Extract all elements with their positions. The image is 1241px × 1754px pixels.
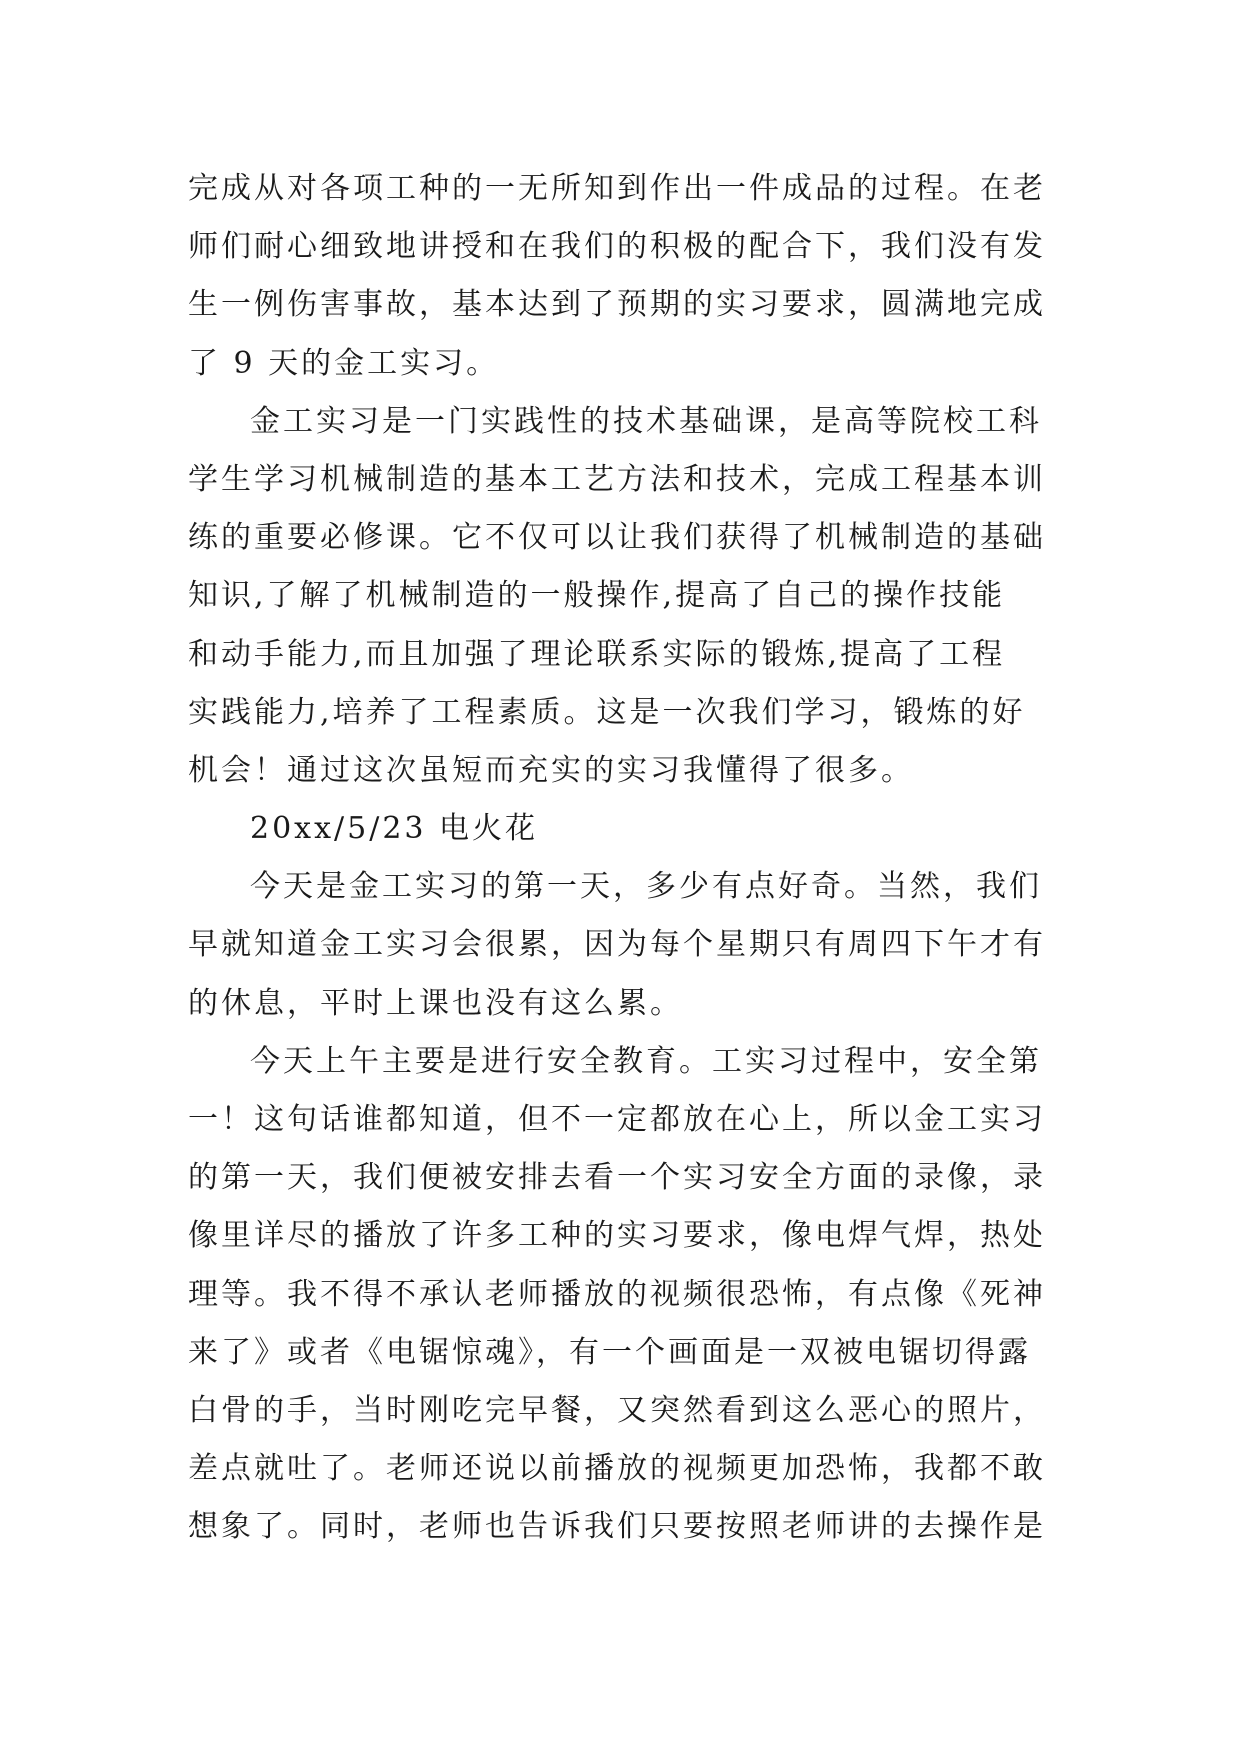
- paragraph-3: [188, 858, 1058, 1033]
- text-line: 练的重要必修课。它不仅可以让我们获得了机械制造的基础: [188, 520, 1046, 556]
- text-line: 的第一天，我们便被安排去看一个实习安全方面的录像，录: [188, 1160, 1046, 1196]
- section-heading-date: [188, 800, 1058, 858]
- text-line: 想象了。同时，老师也告诉我们只要按照老师讲的去操作是: [188, 1509, 1046, 1545]
- text-line: 差点就吐了。老师还说以前播放的视频更加恐怖，我都不敢: [188, 1451, 1046, 1487]
- text-line: 来了》或者《电锯惊魂》，有一个画面是一双被电锯切得露: [188, 1334, 1031, 1370]
- paragraph-1: [188, 160, 1058, 393]
- text-line: 机会！通过这次虽短而充实的实习我懂得了很多。: [188, 752, 914, 788]
- text-line: 白骨的手，当时刚吃完早餐，又突然看到这么恶心的照片，: [188, 1392, 1046, 1428]
- text-line: 的休息，平时上课也没有这么累。: [188, 985, 683, 1021]
- text-line: 金工实习是一门实践性的技术基础课，是高等院校工科: [250, 403, 1042, 439]
- text-line: 和动手能力,而且加强了理论联系实际的锻炼,提高了工程: [188, 636, 1006, 672]
- text-line: 实践能力,培养了工程素质。这是一次我们学习，锻炼的好: [188, 694, 1026, 730]
- text-line: 一！这句话谁都知道，但不一定都放在心上，所以金工实习: [188, 1102, 1046, 1137]
- paragraph-2: [188, 393, 1058, 800]
- text-line: 生一例伤害事故，基本达到了预期的实习要求，圆满地完成: [188, 287, 1046, 323]
- text-line: 早就知道金工实习会很累，因为每个星期只有周四下午才有: [188, 927, 1046, 963]
- text-line: 今天是金工实习的第一天，多少有点好奇。当然，我们: [250, 869, 1042, 905]
- text-line: 学生学习机械制造的基本工艺方法和技术，完成工程基本训: [188, 461, 1046, 497]
- text-line: 知识,了解了机械制造的一般操作,提高了自己的操作技能: [188, 578, 1006, 614]
- document-body: [188, 160, 1058, 1557]
- text-line: 今天上午主要是进行安全教育。工实习过程中，安全第: [250, 1043, 1042, 1079]
- text-line: 理等。我不得不承认老师播放的视频很恐怖，有点像《死神: [188, 1276, 1046, 1312]
- text-line: 了 9 天的金工实习。: [188, 345, 500, 381]
- date-heading: 20xx/5/23 电火花: [250, 811, 539, 847]
- text-line: 像里详尽的播放了许多工种的实习要求，像电焊气焊，热处: [188, 1218, 1046, 1254]
- text-line: 完成从对各项工种的一无所知到作出一件成品的过程。在老: [188, 171, 1046, 206]
- paragraph-4: [188, 1033, 1058, 1557]
- text-line: 师们耐心细致地讲授和在我们的积极的配合下，我们没有发: [188, 229, 1046, 265]
